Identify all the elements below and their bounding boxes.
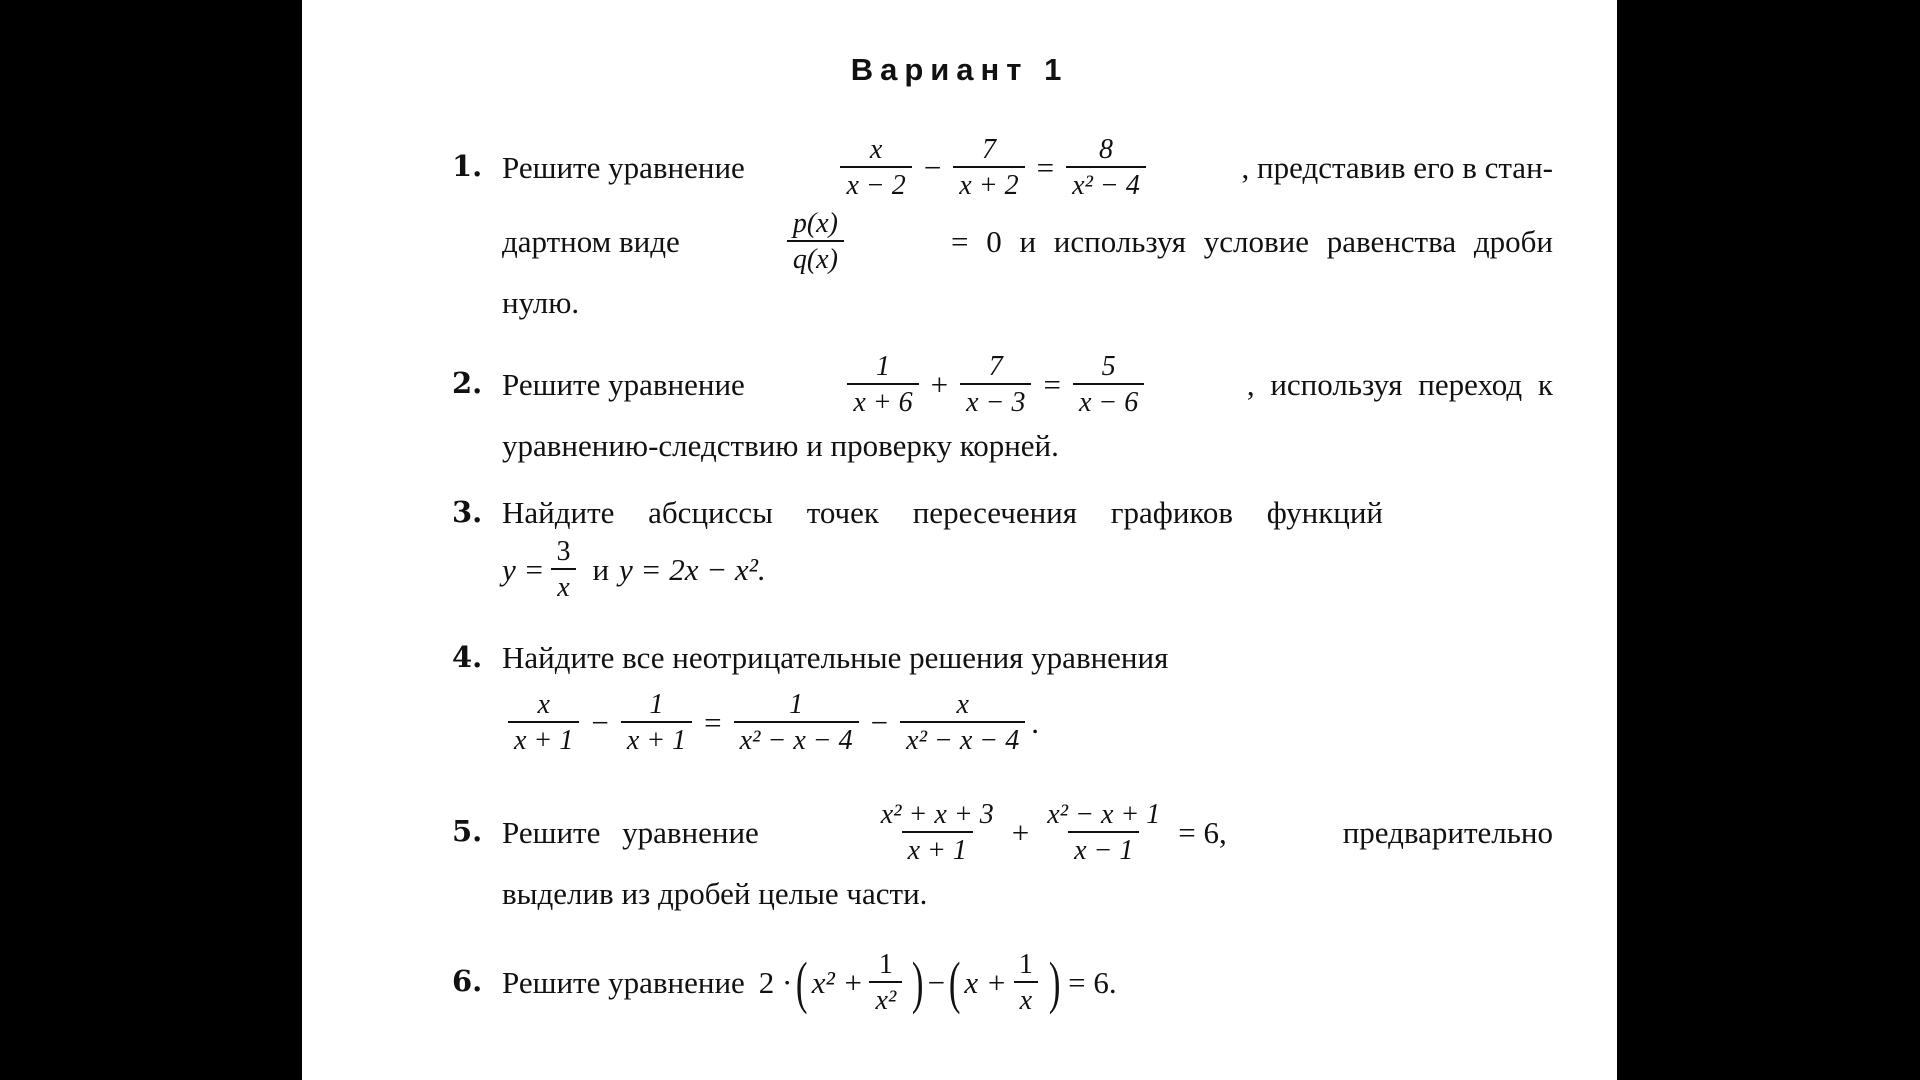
fraction: $\frac{x}{\text{x² − x − 4}}$ <box>900 690 1025 756</box>
math-expression: y = 2x − x². <box>619 551 766 587</box>
math-expression: y = <box>502 551 545 587</box>
operator: − <box>927 964 946 1000</box>
problem-number: 1. <box>452 149 483 183</box>
problem-line <box>502 352 1553 418</box>
problem-number: 2. <box>452 366 483 400</box>
problem-number: 3. <box>452 495 483 529</box>
fraction: $\frac{x}{x + 1}$ <box>508 690 579 756</box>
fraction: $\frac{\text{x² − x + 1}}{x - 1}$ <box>1047 799 1161 867</box>
fraction: $\frac{8}{\text{x² − 4}}$ <box>1066 135 1146 201</box>
fraction: $\frac{7}{x + 2}$ <box>953 135 1024 201</box>
math-expression: x² + <box>811 964 864 1000</box>
operator: − <box>923 149 942 185</box>
problem-number: 6. <box>452 964 483 998</box>
fraction: $\frac{1}{\text{x² − x − 4}}$ <box>734 690 859 756</box>
problem-text: и <box>592 551 610 587</box>
operator: = <box>704 704 722 740</box>
fraction: $\frac{5}{x - 6}$ <box>1073 352 1144 418</box>
problem-text: Решите уравнение <box>502 814 759 850</box>
problem-line <box>502 495 1553 531</box>
operator: + <box>1011 814 1030 850</box>
problem-line <box>502 876 927 912</box>
problem-text: предварительно <box>1342 814 1553 850</box>
problem-text: = 0 и используя условие равенства дроби <box>950 223 1553 259</box>
problem-line <box>502 640 1168 676</box>
coefficient: 2 · <box>758 964 793 1000</box>
fraction: $\frac{1}{x + 1}$ <box>621 690 692 756</box>
fraction: $\frac{1}{\text{x²}}$ <box>869 950 902 1016</box>
operator: − <box>591 704 609 740</box>
operator: − <box>870 704 889 740</box>
problem-text: Решите уравнение <box>502 149 745 185</box>
fraction: $\frac{p(x)}{q(x)}$ <box>787 209 844 275</box>
math-expression: x + <box>964 964 1007 1000</box>
problem-text: Найдите абсциссы точек пересечения графиков функций <box>502 495 1384 530</box>
problem-line <box>502 950 1117 1016</box>
fraction: $\frac{3}{x}$ <box>550 537 576 603</box>
problem-text: нулю. <box>502 285 580 320</box>
fraction: $\frac{1}{x + 6}$ <box>847 352 918 418</box>
worksheet-page <box>302 0 1617 1080</box>
math-expression: = 6, <box>1178 814 1227 850</box>
problem-line <box>502 135 1553 201</box>
problem-text: Решите уравнение <box>502 366 745 402</box>
fraction: $\frac{x}{x - 2}$ <box>840 135 911 201</box>
problem-line <box>502 209 1553 275</box>
problem-text: дартном виде <box>502 223 680 259</box>
punctuation: . <box>1031 704 1039 740</box>
paren-open: ( <box>948 949 961 1015</box>
fraction: $\frac{\text{x² + x + 3}}{x + 1}$ <box>880 799 994 867</box>
problem-number: 5. <box>452 814 483 848</box>
problem-line <box>502 800 1553 866</box>
problem-line <box>502 285 579 321</box>
operator: + <box>930 366 949 402</box>
paren-close: ) <box>1048 949 1061 1015</box>
problem-line <box>502 428 1059 464</box>
problem-text: Найдите все неотрицательные решения уравнения <box>502 640 1169 675</box>
paren-open: ( <box>796 949 808 1015</box>
problem-line <box>502 537 766 603</box>
fraction: $\frac{7}{x - 3}$ <box>960 352 1031 418</box>
problem-text: Решите уравнение <box>502 964 745 1000</box>
paren-close: ) <box>912 949 924 1015</box>
page-title: Вариант 1 <box>850 52 1069 87</box>
problem-text: уравнению-следствию и проверку корней. <box>502 428 1059 463</box>
operator: = <box>1043 366 1061 402</box>
problem-text: , используя переход к <box>1246 366 1553 402</box>
math-expression: = 6. <box>1068 964 1117 1000</box>
problem-number: 4. <box>452 640 483 674</box>
fraction: $\frac{1}{x}$ <box>1013 950 1039 1016</box>
problem-text: , представив его в стан- <box>1241 149 1553 185</box>
problem-line <box>502 690 1039 756</box>
operator: = <box>1036 149 1055 185</box>
problem-text: выделив из дробей целые части. <box>502 876 928 911</box>
